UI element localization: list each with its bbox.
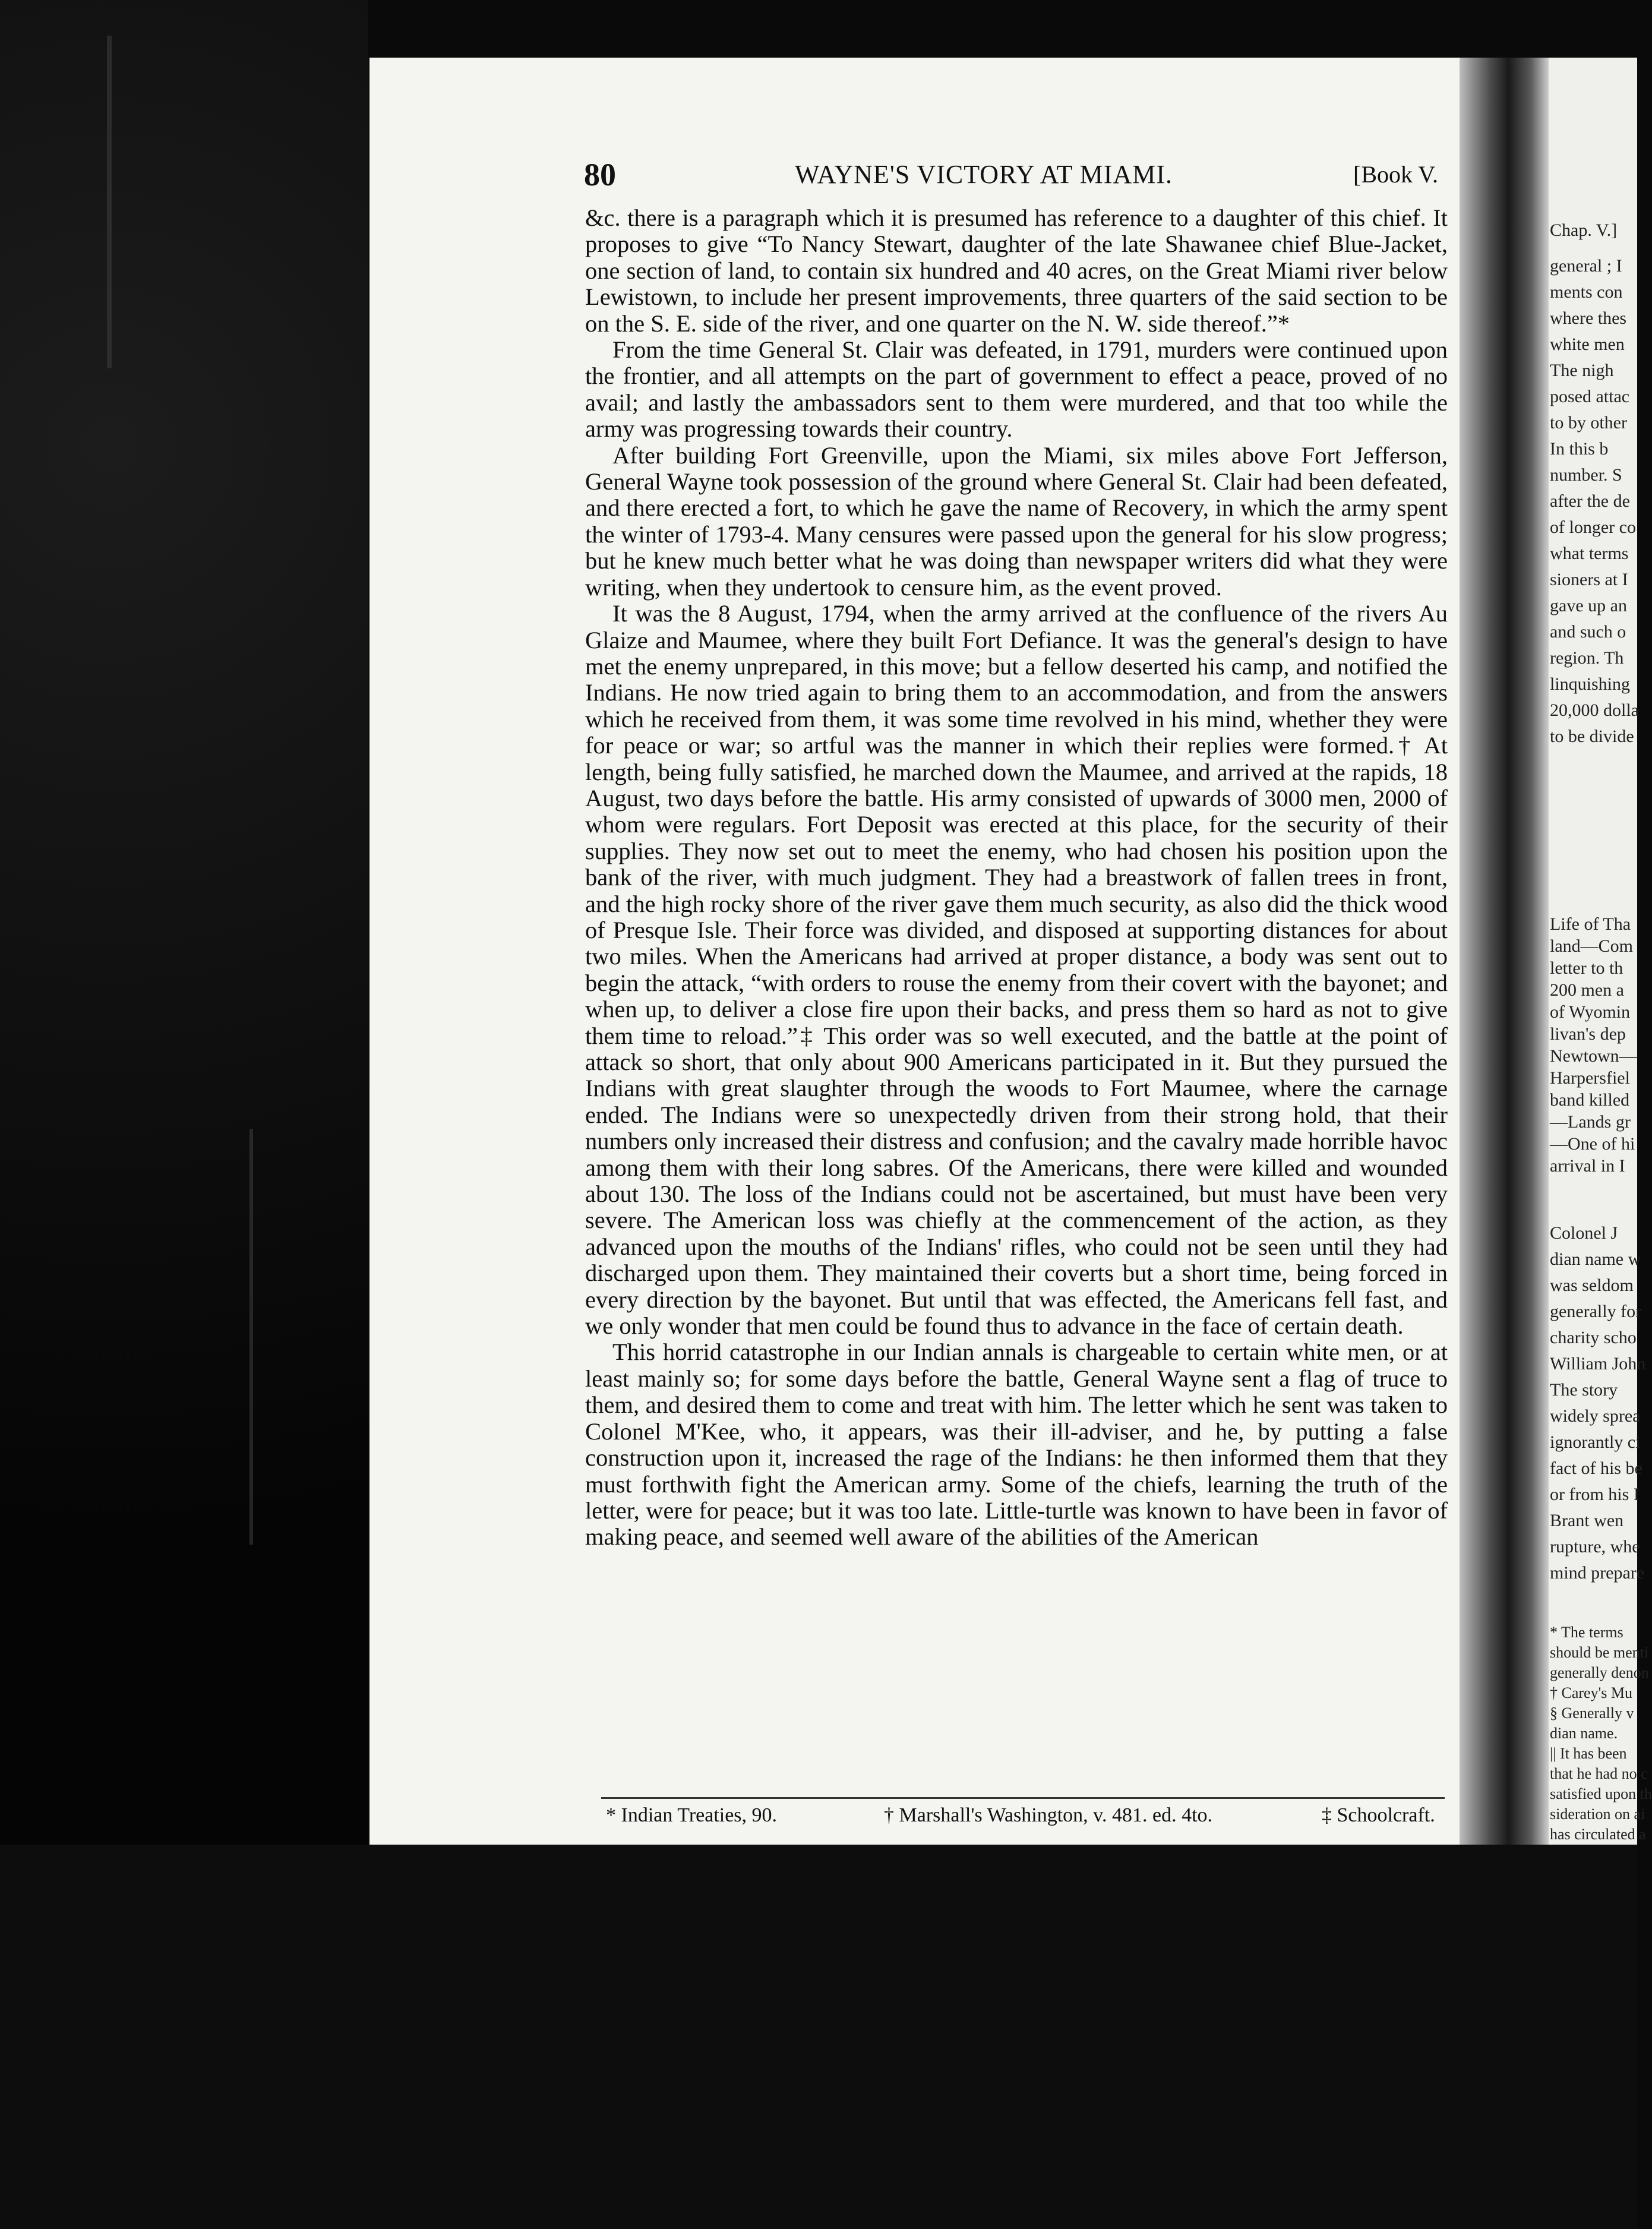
facing-page-line: that he had no c — [1550, 1765, 1648, 1782]
facing-page-line: was seldom — [1550, 1275, 1634, 1295]
facing-page-line: of longer co — [1550, 517, 1636, 537]
scan-bottom-margin — [0, 1845, 1637, 2229]
footnote: ‡ Schoolcraft. — [1322, 1804, 1435, 1826]
facing-page-line: has circulated a — [1550, 1826, 1646, 1843]
footnote-rule — [601, 1797, 1445, 1799]
facing-page-line: dian name w — [1550, 1249, 1641, 1269]
book-reference: [Book V. — [1353, 161, 1439, 188]
scan-artifact — [107, 36, 112, 368]
facing-page-line: In this b — [1550, 439, 1609, 459]
facing-page-line: sideration on ai — [1550, 1805, 1645, 1823]
facing-page-line: —Lands gr — [1550, 1112, 1631, 1132]
facing-page-line: and such o — [1550, 622, 1626, 642]
facing-page-line: ments con — [1550, 282, 1623, 302]
facing-page-line: generally for — [1550, 1302, 1642, 1321]
scan-artifact — [249, 1129, 253, 1545]
facing-page-line: fact of his be — [1550, 1458, 1642, 1478]
main-text — [585, 205, 1448, 1551]
facing-page-line: livan's dep — [1550, 1024, 1626, 1044]
paragraph: &c. there is a paragraph which it is presumed has reference to a daughter of this chief. It proposes to give “To Nancy Stewart, daughter of the late Shawanee chief Blue-Jacket, one section of land, to contain six hundred and 40 acres, on the Great Miami river below Lewistown, to include her present improvements, three quarters of the said section to be on the S. E. side of the river, and one quarter on the N. W. side thereof.”* — [585, 204, 1448, 337]
facing-page-line: † Carey's Mu — [1550, 1684, 1633, 1701]
facing-page-line: charity scho — [1550, 1328, 1637, 1347]
facing-page-line: region. Th — [1550, 648, 1624, 668]
facing-page-line: mind prepare — [1550, 1563, 1645, 1583]
facing-page-line: white men — [1550, 334, 1625, 354]
paragraph: It was the 8 August, 1794, when the army arrived at the confluence of the rivers Au Glaize and Maumee, where they built Fort Defiance. It was the general's design to have met the enemy unprepared, in this move; but a fellow deserted his camp, and notified the Indians. He now tried again to bring them to an accommodation, and from the answers which he received from them, it was some time revolved in his mind, whether they were for peace or war; so artful was the manner in which their replies were formed.† At length, being fully satisfied, he marched down the Maumee, and arrived at the rapids, 18 August, two days before the battle. His army consisted of upwards of 3000 men, 2000 of whom were regulars. Fort Deposit was erected at this place, for the security of their supplies. They now set out to meet the enemy, who had chosen his position upon the bank of the river, with much judgment. They had a breastwork of fallen trees in front, and the high rocky shore of the river gave them much security, as also did the thick wood of Presque Isle. Their force was divided, and disposed at supporting distances for about two miles. When the Americans had arrived at proper distance, a body was sent out to begin the attack, “with orders to rouse the enemy from their covert with the bayonet; and when up, to deliver a close fire upon their backs, and press them so hard as not to give them time to reload.”‡ This order was so well executed, and the battle at the point of attack so short, that only about 900 Americans participated in it. But they pursued the Indians with great slaughter through the woods to Fort Maumee, where the carnage ended. The Indians were so unexpectedly driven from their strong hold, that their numbers only increased their distress and confusion; and the cavalry made horrible havoc among them with their long sabres. Of the Americans, there were killed and wounded about 130. The loss of the Indians could not be ascertained, but must have been very severe. The American loss was chiefly at the commencement of the action, as they advanced upon the mouths of the Indians' rifles, who could not be seen until they had discharged upon them. They maintained their coverts but a short time, being forced in every direction by the bayonet. But until that was effected, the Americans fell fast, and we only wonder that men could be found thus to advance in the face of certain death. — [585, 600, 1448, 1340]
facing-page-line: number. S — [1550, 465, 1622, 485]
facing-page-line: 200 men a — [1550, 980, 1624, 1000]
page-number: 80 — [584, 157, 616, 192]
facing-page-line: after the de — [1550, 491, 1630, 511]
facing-page-line: Colonel J — [1550, 1223, 1618, 1243]
facing-page-line: satisfied upon th — [1550, 1785, 1652, 1802]
facing-page-line: rupture, whe — [1550, 1537, 1640, 1556]
facing-page-line: letter to th — [1550, 958, 1623, 978]
facing-page-line: Life of Tha — [1550, 914, 1631, 934]
facing-page-line: || It has been — [1550, 1745, 1627, 1762]
paragraph: After building Fort Greenville, upon the Miami, six miles above Fort Jefferson, General Wayne took possession of the ground where General St. Clair had been defeated, and there erected a fort, to which he gave the name of Recovery, in which the army spent the winter of 1793-4. Many censures were passed upon the general for his slow progress; but he knew much better what he was doing than newspaper writers did what they were writing, when they undertook to censure him, as the event proved. — [585, 441, 1448, 601]
facing-page-line: should be menti — [1550, 1644, 1649, 1661]
facing-page-line: dian name. — [1550, 1725, 1618, 1742]
facing-page-line: sioners at I — [1550, 570, 1628, 589]
facing-page-line: posed attac — [1550, 387, 1630, 406]
facing-page-line: The nigh — [1550, 361, 1614, 380]
facing-page-header: Chap. V.] — [1550, 220, 1618, 240]
footnote: * Indian Treaties, 90. — [606, 1804, 778, 1826]
facing-page-line: linquishing — [1550, 674, 1631, 694]
facing-page-line: generally denon — [1550, 1664, 1649, 1681]
facing-page-line: land—Com — [1550, 936, 1633, 956]
facing-page-line: —One of hi — [1550, 1134, 1635, 1154]
facing-page-line: widely sprea — [1550, 1406, 1641, 1426]
facing-page-line: general ; I — [1550, 256, 1622, 276]
facing-page-line: to by other — [1550, 413, 1627, 432]
facing-page-line: arrival in I — [1550, 1156, 1625, 1176]
facing-page-line: of Wyomin — [1550, 1002, 1631, 1022]
facing-page-line: Harpersfiel — [1550, 1068, 1630, 1088]
facing-page-line: to be divide — [1550, 727, 1634, 746]
paragraph: From the time General St. Clair was defeated, in 1791, murders were continued upon the frontier, and all attempts on the part of government to effect a peace, proved of no avail; and lastly the ambassadors sent to them were murdered, and that too while the army was progressing towards their country. — [585, 336, 1448, 443]
facing-page-line: where thes — [1550, 308, 1627, 328]
facing-page-line: § Generally v — [1550, 1704, 1634, 1722]
facing-page-line: * The terms — [1550, 1624, 1623, 1641]
facing-page-line: Newtown— — [1550, 1046, 1637, 1066]
footnote: † Marshall's Washington, v. 481. ed. 4to. — [884, 1804, 1213, 1826]
running-head: WAYNE'S VICTORY AT MIAMI. — [795, 160, 1173, 189]
facing-page-line: band killed — [1550, 1090, 1630, 1110]
book-gutter — [1460, 58, 1549, 1845]
facing-page-line: William John — [1550, 1354, 1646, 1374]
facing-page-line: ignorantly ci — [1550, 1432, 1641, 1452]
facing-page-line: The story — [1550, 1380, 1618, 1400]
facing-page-line: gave up an — [1550, 596, 1627, 615]
facing-page-line: what terms — [1550, 544, 1629, 563]
paragraph: This horrid catastrophe in our Indian annals is chargeable to certain white men, or at least mainly so; for some days before the battle, General Wayne sent a flag of truce to them, and desired them to come and treat with him. The letter which he sent was taken to Colonel M'Kee, who, it appears, was their ill-adviser, and he, by putting a false construction upon it, increased the rage of the Indians: he then informed them that they must forthwith fight the American army. Some of the chiefs, learning the truth of the letter, were for peace; but it was too late. Little-turtle was known to have been in favor of making peace, and seemed well aware of the abilities of the American — [585, 1338, 1448, 1551]
facing-page-line: Brant wen — [1550, 1511, 1624, 1530]
facing-page-line: 20,000 dolla — [1550, 700, 1639, 720]
facing-page-line: or from his I — [1550, 1485, 1640, 1504]
